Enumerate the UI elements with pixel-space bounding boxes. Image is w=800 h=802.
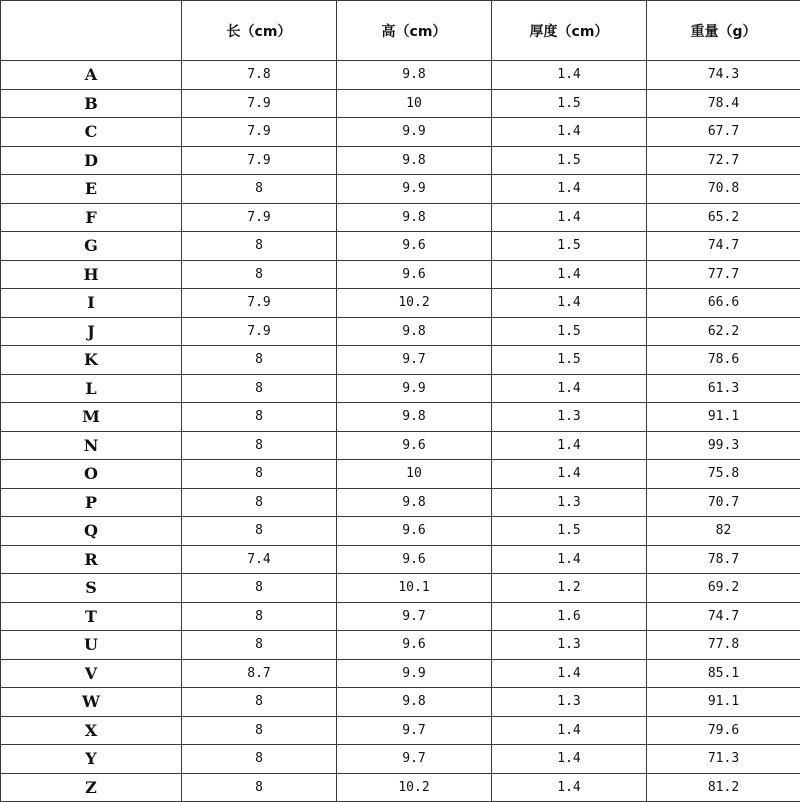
row-label: U bbox=[1, 631, 182, 660]
weight-cell: 70.8 bbox=[647, 175, 800, 204]
table-row bbox=[1, 346, 800, 375]
thickness-cell: 1.4 bbox=[492, 118, 647, 147]
row-label: K bbox=[1, 346, 182, 375]
length-cell: 7.9 bbox=[182, 317, 337, 346]
thickness-cell: 1.5 bbox=[492, 146, 647, 175]
length-cell: 8 bbox=[182, 374, 337, 403]
table-row bbox=[1, 574, 800, 603]
height-cell: 9.8 bbox=[337, 61, 492, 90]
height-cell: 9.8 bbox=[337, 403, 492, 432]
row-label: N bbox=[1, 431, 182, 460]
height-cell: 9.8 bbox=[337, 317, 492, 346]
row-label: A bbox=[1, 61, 182, 90]
row-label: G bbox=[1, 232, 182, 261]
table-row bbox=[1, 602, 800, 631]
length-cell: 8 bbox=[182, 688, 337, 717]
thickness-cell: 1.4 bbox=[492, 61, 647, 90]
row-label: D bbox=[1, 146, 182, 175]
height-cell: 9.6 bbox=[337, 232, 492, 261]
thickness-cell: 1.4 bbox=[492, 260, 647, 289]
thickness-cell: 1.5 bbox=[492, 89, 647, 118]
height-cell: 9.6 bbox=[337, 517, 492, 546]
header-thickness: 厚度（cm） bbox=[492, 1, 647, 61]
thickness-cell: 1.4 bbox=[492, 745, 647, 774]
thickness-cell: 1.4 bbox=[492, 659, 647, 688]
weight-cell: 78.6 bbox=[647, 346, 800, 375]
table-row bbox=[1, 289, 800, 318]
weight-cell: 61.3 bbox=[647, 374, 800, 403]
thickness-cell: 1.5 bbox=[492, 317, 647, 346]
row-label: Z bbox=[1, 773, 182, 802]
weight-cell: 82 bbox=[647, 517, 800, 546]
weight-cell: 74.3 bbox=[647, 61, 800, 90]
length-cell: 7.8 bbox=[182, 61, 337, 90]
height-cell: 9.7 bbox=[337, 346, 492, 375]
weight-cell: 78.7 bbox=[647, 545, 800, 574]
row-label: X bbox=[1, 716, 182, 745]
header-weight: 重量（g） bbox=[647, 1, 800, 61]
table-header bbox=[1, 1, 800, 61]
table-row bbox=[1, 460, 800, 489]
length-cell: 7.9 bbox=[182, 118, 337, 147]
height-cell: 9.8 bbox=[337, 688, 492, 717]
row-label: R bbox=[1, 545, 182, 574]
height-cell: 9.9 bbox=[337, 175, 492, 204]
thickness-cell: 1.4 bbox=[492, 716, 647, 745]
weight-cell: 71.3 bbox=[647, 745, 800, 774]
length-cell: 8 bbox=[182, 460, 337, 489]
table-row bbox=[1, 659, 800, 688]
thickness-cell: 1.4 bbox=[492, 545, 647, 574]
height-cell: 9.6 bbox=[337, 260, 492, 289]
thickness-cell: 1.6 bbox=[492, 602, 647, 631]
row-label: T bbox=[1, 602, 182, 631]
height-cell: 10 bbox=[337, 460, 492, 489]
weight-cell: 77.8 bbox=[647, 631, 800, 660]
thickness-cell: 1.4 bbox=[492, 460, 647, 489]
length-cell: 8 bbox=[182, 403, 337, 432]
weight-cell: 81.2 bbox=[647, 773, 800, 802]
row-label: P bbox=[1, 488, 182, 517]
thickness-cell: 1.3 bbox=[492, 403, 647, 432]
table-row bbox=[1, 118, 800, 147]
table-row bbox=[1, 545, 800, 574]
length-cell: 8 bbox=[182, 488, 337, 517]
weight-cell: 79.6 bbox=[647, 716, 800, 745]
height-cell: 9.6 bbox=[337, 431, 492, 460]
length-cell: 7.9 bbox=[182, 289, 337, 318]
row-label: I bbox=[1, 289, 182, 318]
table-row bbox=[1, 403, 800, 432]
height-cell: 9.7 bbox=[337, 716, 492, 745]
length-cell: 7.4 bbox=[182, 545, 337, 574]
height-cell: 10.1 bbox=[337, 574, 492, 603]
weight-cell: 62.2 bbox=[647, 317, 800, 346]
table-row bbox=[1, 232, 800, 261]
row-label: O bbox=[1, 460, 182, 489]
row-label: L bbox=[1, 374, 182, 403]
weight-cell: 77.7 bbox=[647, 260, 800, 289]
table-row bbox=[1, 146, 800, 175]
height-cell: 9.8 bbox=[337, 488, 492, 517]
length-cell: 7.9 bbox=[182, 89, 337, 118]
weight-cell: 99.3 bbox=[647, 431, 800, 460]
row-label: E bbox=[1, 175, 182, 204]
table-row bbox=[1, 260, 800, 289]
table-body bbox=[1, 61, 800, 802]
length-cell: 8 bbox=[182, 773, 337, 802]
table-row bbox=[1, 374, 800, 403]
thickness-cell: 1.2 bbox=[492, 574, 647, 603]
weight-cell: 67.7 bbox=[647, 118, 800, 147]
row-label: S bbox=[1, 574, 182, 603]
length-cell: 8 bbox=[182, 602, 337, 631]
length-cell: 8 bbox=[182, 716, 337, 745]
table-row bbox=[1, 517, 800, 546]
table-row bbox=[1, 317, 800, 346]
thickness-cell: 1.4 bbox=[492, 289, 647, 318]
height-cell: 9.6 bbox=[337, 631, 492, 660]
table-row bbox=[1, 745, 800, 774]
header-length: 长（cm） bbox=[182, 1, 337, 61]
length-cell: 8 bbox=[182, 431, 337, 460]
table-row bbox=[1, 716, 800, 745]
height-cell: 10.2 bbox=[337, 289, 492, 318]
table-row bbox=[1, 431, 800, 460]
table-row bbox=[1, 89, 800, 118]
thickness-cell: 1.4 bbox=[492, 374, 647, 403]
weight-cell: 91.1 bbox=[647, 688, 800, 717]
weight-cell: 69.2 bbox=[647, 574, 800, 603]
row-label: Q bbox=[1, 517, 182, 546]
table-row bbox=[1, 203, 800, 232]
header-corner bbox=[1, 1, 182, 61]
table-row bbox=[1, 488, 800, 517]
thickness-cell: 1.4 bbox=[492, 203, 647, 232]
table-row bbox=[1, 631, 800, 660]
table-row bbox=[1, 773, 800, 802]
length-cell: 8 bbox=[182, 232, 337, 261]
thickness-cell: 1.3 bbox=[492, 631, 647, 660]
height-cell: 9.6 bbox=[337, 545, 492, 574]
thickness-cell: 1.5 bbox=[492, 232, 647, 261]
thickness-cell: 1.3 bbox=[492, 488, 647, 517]
height-cell: 10.2 bbox=[337, 773, 492, 802]
header-row bbox=[1, 1, 800, 61]
height-cell: 10 bbox=[337, 89, 492, 118]
row-label: F bbox=[1, 203, 182, 232]
length-cell: 8 bbox=[182, 517, 337, 546]
thickness-cell: 1.4 bbox=[492, 773, 647, 802]
row-label: J bbox=[1, 317, 182, 346]
length-cell: 8 bbox=[182, 745, 337, 774]
thickness-cell: 1.3 bbox=[492, 688, 647, 717]
header-height: 高（cm） bbox=[337, 1, 492, 61]
length-cell: 8 bbox=[182, 574, 337, 603]
row-label: M bbox=[1, 403, 182, 432]
length-cell: 8 bbox=[182, 631, 337, 660]
weight-cell: 70.7 bbox=[647, 488, 800, 517]
length-cell: 8 bbox=[182, 346, 337, 375]
row-label: V bbox=[1, 659, 182, 688]
thickness-cell: 1.4 bbox=[492, 175, 647, 204]
length-cell: 7.9 bbox=[182, 203, 337, 232]
row-label: C bbox=[1, 118, 182, 147]
height-cell: 9.7 bbox=[337, 745, 492, 774]
table-row bbox=[1, 61, 800, 90]
length-cell: 8 bbox=[182, 175, 337, 204]
height-cell: 9.9 bbox=[337, 118, 492, 147]
weight-cell: 74.7 bbox=[647, 602, 800, 631]
length-cell: 7.9 bbox=[182, 146, 337, 175]
height-cell: 9.9 bbox=[337, 374, 492, 403]
row-label: B bbox=[1, 89, 182, 118]
weight-cell: 75.8 bbox=[647, 460, 800, 489]
row-label: H bbox=[1, 260, 182, 289]
weight-cell: 65.2 bbox=[647, 203, 800, 232]
table-row bbox=[1, 175, 800, 204]
row-label: W bbox=[1, 688, 182, 717]
weight-cell: 72.7 bbox=[647, 146, 800, 175]
weight-cell: 85.1 bbox=[647, 659, 800, 688]
table-row bbox=[1, 688, 800, 717]
weight-cell: 91.1 bbox=[647, 403, 800, 432]
weight-cell: 78.4 bbox=[647, 89, 800, 118]
row-label: Y bbox=[1, 745, 182, 774]
height-cell: 9.8 bbox=[337, 203, 492, 232]
length-cell: 8.7 bbox=[182, 659, 337, 688]
thickness-cell: 1.5 bbox=[492, 517, 647, 546]
length-cell: 8 bbox=[182, 260, 337, 289]
weight-cell: 74.7 bbox=[647, 232, 800, 261]
height-cell: 9.8 bbox=[337, 146, 492, 175]
height-cell: 9.9 bbox=[337, 659, 492, 688]
thickness-cell: 1.5 bbox=[492, 346, 647, 375]
thickness-cell: 1.4 bbox=[492, 431, 647, 460]
height-cell: 9.7 bbox=[337, 602, 492, 631]
weight-cell: 66.6 bbox=[647, 289, 800, 318]
